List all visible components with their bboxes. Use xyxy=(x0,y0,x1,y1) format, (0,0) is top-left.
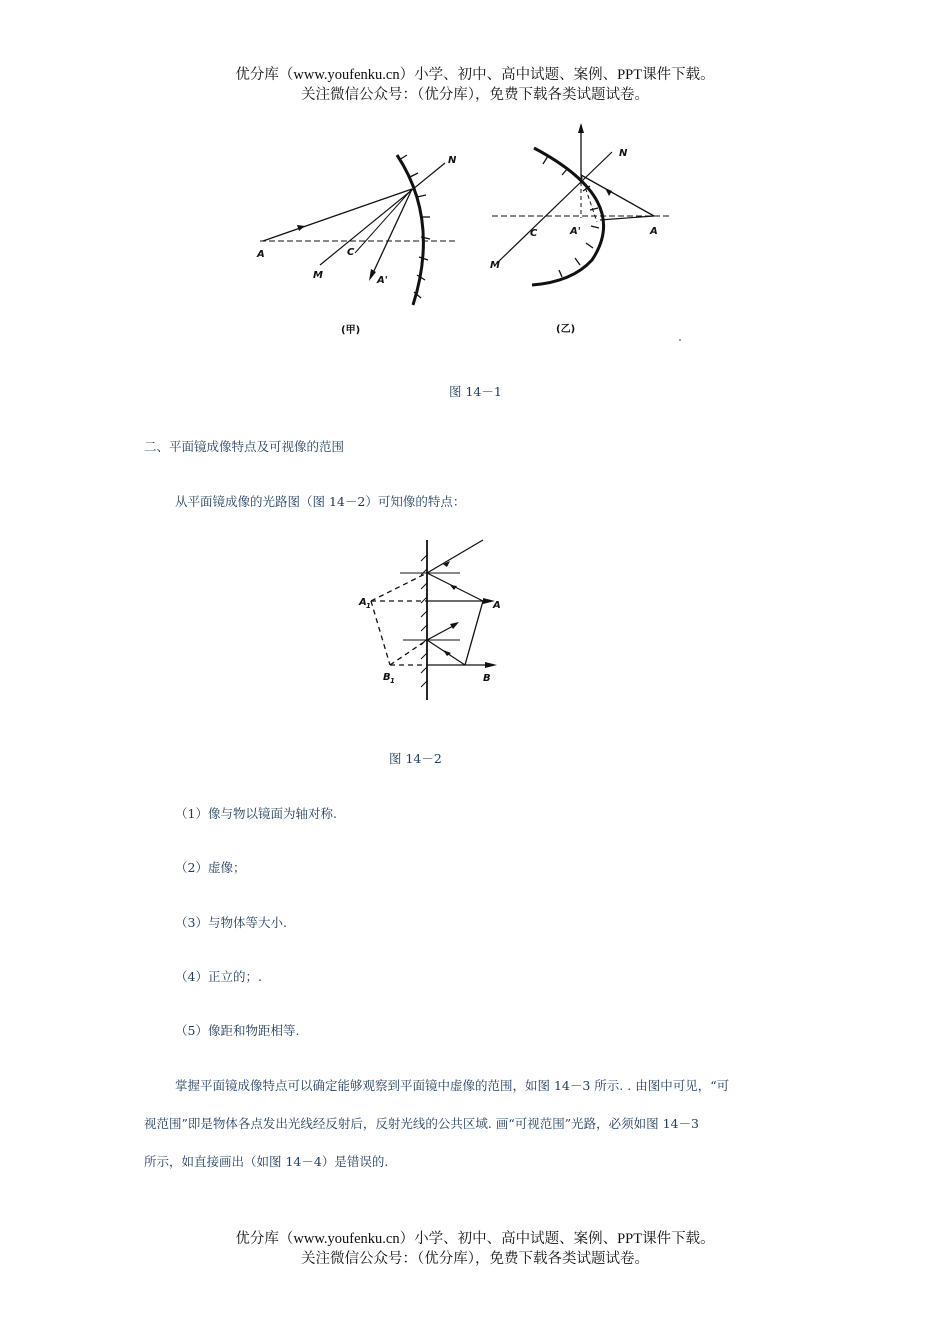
feature-item-1: （1）像与物以镜面为轴对称. xyxy=(175,806,337,821)
label-A1-sub: 1 xyxy=(366,602,371,610)
caption-right: (乙) xyxy=(556,324,576,335)
label-B1-sub: 1 xyxy=(390,677,395,685)
label-A-prime-right: A' xyxy=(570,226,581,237)
label-N-right: N xyxy=(619,148,628,159)
header-line-1: 优分库（www.youfenku.cn）小学、初中、高中试题、案例、PPT课件下载。 xyxy=(235,67,715,83)
section-intro: 从平面镜成像的光路图（图 14－2）可知像的特点： xyxy=(175,494,466,509)
label-A-prime: A' xyxy=(377,275,388,286)
figure-14-1-caption: 图 14－1 xyxy=(449,384,502,399)
feature-item-5: （5）像距和物距相等. xyxy=(175,1023,300,1038)
paragraph-line-2: 视范围”即是物体各点发出光线经反射后，反射光线的公共区域. 画“可视范围”光路，必须如图 14－3 xyxy=(144,1116,699,1131)
figure-14-1-left xyxy=(245,135,485,355)
feature-item-4: （4）正立的；. xyxy=(175,969,262,984)
label-M: M xyxy=(313,270,323,281)
label-C-right: C xyxy=(530,228,538,239)
figure-14-2 xyxy=(355,535,515,705)
label-B1: B xyxy=(383,672,391,683)
figure-14-1-right xyxy=(482,120,692,350)
label-B-fig2: B xyxy=(483,673,491,684)
header-line-2: 关注微信公众号：（优分库），免费下载各类试题试卷。 xyxy=(301,87,649,103)
label-A-fig2: A xyxy=(493,600,501,611)
paragraph-line-1: 掌握平面镜成像特点可以确定能够观察到平面镜中虚像的范围，如图 14－3 所示. . 由图中可见，“可 xyxy=(175,1078,730,1093)
feature-item-2: （2）虚像； xyxy=(175,860,246,875)
label-A1: A xyxy=(359,597,367,608)
label-C: C xyxy=(347,247,355,258)
caption-left: (甲) xyxy=(341,325,361,336)
label-A: A xyxy=(257,249,265,260)
footer-line-2: 关注微信公众号：（优分库），免费下载各类试题试卷。 xyxy=(301,1251,649,1267)
paragraph-line-3: 所示，如直接画出（如图 14－4）是错误的. xyxy=(144,1154,389,1169)
feature-item-3: （3）与物体等大小. xyxy=(175,915,287,930)
label-M-right: M xyxy=(490,260,500,271)
figure-14-2-caption: 图 14－2 xyxy=(389,751,442,766)
label-A-right: A xyxy=(650,226,658,237)
footer-line-1: 优分库（www.youfenku.cn）小学、初中、高中试题、案例、PPT课件下载。 xyxy=(235,1231,715,1247)
label-N: N xyxy=(448,155,457,166)
section-heading: 二、平面镜成像特点及可视像的范围 xyxy=(144,439,345,454)
